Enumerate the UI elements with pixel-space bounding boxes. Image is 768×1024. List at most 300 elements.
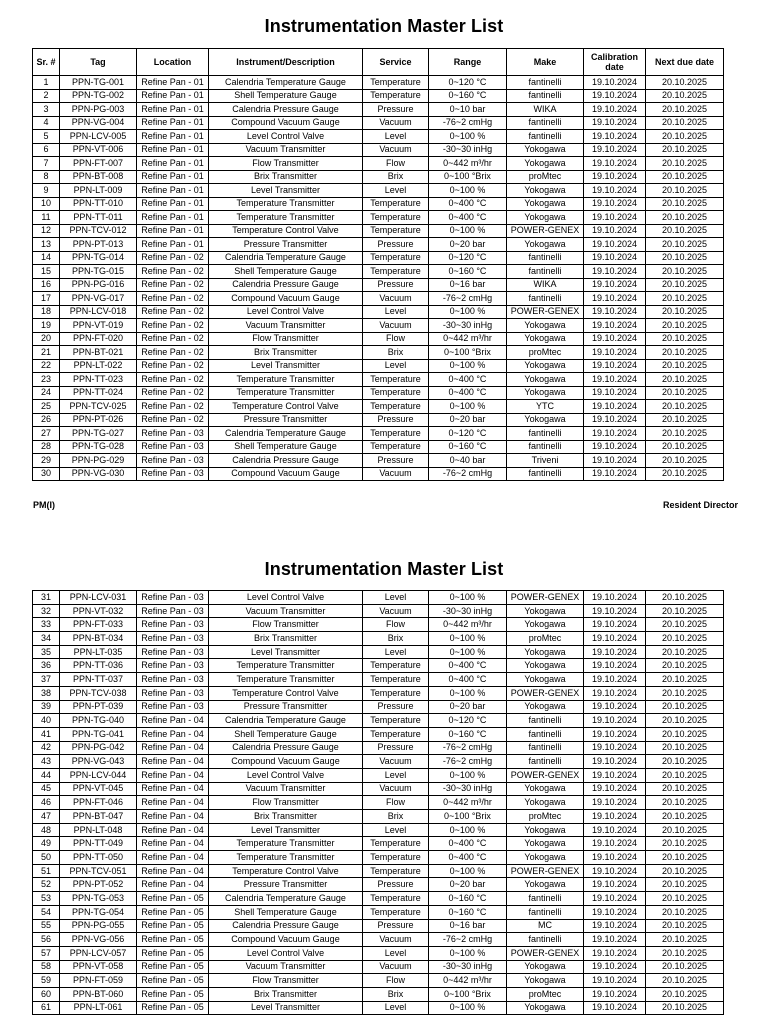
table-cell: 55	[33, 919, 60, 933]
table-cell: 0~442 m³/hr	[429, 157, 507, 171]
table-cell: PPN-LT-009	[60, 184, 137, 198]
table-row	[33, 768, 724, 782]
table-cell: 20.10.2025	[646, 292, 724, 306]
table-cell: 20.10.2025	[646, 373, 724, 387]
table-cell: 19.10.2024	[584, 386, 646, 400]
table-cell: 20.10.2025	[646, 591, 724, 605]
table-cell: Temperature Control Valve	[209, 686, 363, 700]
column-header: Calibration date	[584, 49, 646, 76]
table-cell: PPN-VG-056	[60, 933, 137, 947]
table-cell: Flow Transmitter	[209, 157, 363, 171]
table-cell: Yokogawa	[507, 359, 584, 373]
table-cell: 60	[33, 987, 60, 1001]
table-cell: 27	[33, 427, 60, 441]
table-cell: 48	[33, 823, 60, 837]
table-cell: 0~160 °C	[429, 727, 507, 741]
table-cell: 20.10.2025	[646, 810, 724, 824]
table-cell: Compound Vacuum Gauge	[209, 292, 363, 306]
table-cell: 19.10.2024	[584, 76, 646, 90]
table-row	[33, 686, 724, 700]
table-cell: PPN-LCV-005	[60, 130, 137, 144]
table-cell: fantinelli	[507, 440, 584, 454]
table-cell: 20.10.2025	[646, 864, 724, 878]
table-row	[33, 878, 724, 892]
table-cell: 0~20 bar	[429, 413, 507, 427]
table-cell: 0~100 %	[429, 768, 507, 782]
table-cell: Pressure	[363, 413, 429, 427]
table-cell: 19.10.2024	[584, 700, 646, 714]
table-cell: 0~100 %	[429, 632, 507, 646]
table-cell: 20.10.2025	[646, 211, 724, 225]
table-cell: 19.10.2024	[584, 796, 646, 810]
table-cell: PPN-LCV-057	[60, 946, 137, 960]
table-cell: Refine Pan - 02	[137, 292, 209, 306]
table-cell: -76~2 cmHg	[429, 292, 507, 306]
table-row	[33, 618, 724, 632]
table-row	[33, 933, 724, 947]
table-cell: 20.10.2025	[646, 673, 724, 687]
table-cell: Level	[363, 130, 429, 144]
table-cell: Yokogawa	[507, 974, 584, 988]
table-cell: 0~100 %	[429, 645, 507, 659]
table-cell: 20.10.2025	[646, 919, 724, 933]
table-cell: WIKA	[507, 103, 584, 117]
table-cell: 23	[33, 373, 60, 387]
table-cell: 19.10.2024	[584, 157, 646, 171]
table-cell: 18	[33, 305, 60, 319]
table-cell: 0~160 °C	[429, 440, 507, 454]
table-cell: 0~160 °C	[429, 892, 507, 906]
table-cell: Calendria Pressure Gauge	[209, 103, 363, 117]
table-cell: Refine Pan - 03	[137, 427, 209, 441]
table-cell: Refine Pan - 03	[137, 591, 209, 605]
table-cell: 20.10.2025	[646, 933, 724, 947]
table-cell: Refine Pan - 02	[137, 346, 209, 360]
table-cell: Refine Pan - 03	[137, 454, 209, 468]
table-cell: 30	[33, 467, 60, 481]
table-cell: PPN-PG-016	[60, 278, 137, 292]
table-cell: 20.10.2025	[646, 905, 724, 919]
table-cell: Refine Pan - 02	[137, 265, 209, 279]
table-cell: Refine Pan - 02	[137, 359, 209, 373]
table-cell: Level	[363, 591, 429, 605]
table-cell: 0~120 °C	[429, 251, 507, 265]
table-cell: proMtec	[507, 346, 584, 360]
table-cell: PPN-TT-036	[60, 659, 137, 673]
table-cell: Yokogawa	[507, 782, 584, 796]
table-cell: 0~400 °C	[429, 673, 507, 687]
table-cell: Level	[363, 645, 429, 659]
table-row	[33, 251, 724, 265]
table-cell: 25	[33, 400, 60, 414]
table-cell: 19.10.2024	[584, 373, 646, 387]
table-row	[33, 714, 724, 728]
table-cell: 28	[33, 440, 60, 454]
table-row	[33, 76, 724, 90]
column-header: Location	[137, 49, 209, 76]
table-cell: Vacuum Transmitter	[209, 604, 363, 618]
table-cell: 49	[33, 837, 60, 851]
table-cell: PPN-TG-041	[60, 727, 137, 741]
table-cell: Vacuum	[363, 933, 429, 947]
table-cell: Refine Pan - 05	[137, 919, 209, 933]
table-cell: 19.10.2024	[584, 224, 646, 238]
table-cell: fantinelli	[507, 76, 584, 90]
table-cell: Level	[363, 184, 429, 198]
table-cell: -30~30 inHg	[429, 319, 507, 333]
table-row	[33, 796, 724, 810]
table-cell: Refine Pan - 01	[137, 157, 209, 171]
table-row	[33, 130, 724, 144]
table-cell: PPN-TG-001	[60, 76, 137, 90]
table-cell: Brix	[363, 632, 429, 646]
table-cell: Yokogawa	[507, 645, 584, 659]
table-cell: PPN-PG-055	[60, 919, 137, 933]
table-cell: PPN-TT-050	[60, 851, 137, 865]
table-cell: PPN-VT-045	[60, 782, 137, 796]
table-cell: Vacuum Transmitter	[209, 143, 363, 157]
table-cell: 0~100 %	[429, 184, 507, 198]
table-row	[33, 265, 724, 279]
table-cell: -76~2 cmHg	[429, 741, 507, 755]
table-cell: 6	[33, 143, 60, 157]
table-cell: 57	[33, 946, 60, 960]
table-cell: 1	[33, 76, 60, 90]
table-cell: 50	[33, 851, 60, 865]
table-cell: 0~442 m³/hr	[429, 796, 507, 810]
table-row	[33, 946, 724, 960]
table-cell: Flow Transmitter	[209, 974, 363, 988]
table-cell: Vacuum	[363, 292, 429, 306]
table-cell: 20.10.2025	[646, 768, 724, 782]
table-cell: Yokogawa	[507, 319, 584, 333]
table-row	[33, 211, 724, 225]
table-cell: Temperature Control Valve	[209, 400, 363, 414]
table-cell: Level	[363, 768, 429, 782]
table-cell: Temperature	[363, 727, 429, 741]
table-cell: Yokogawa	[507, 618, 584, 632]
table-cell: 19.10.2024	[584, 618, 646, 632]
table-row	[33, 960, 724, 974]
table-cell: Temperature	[363, 251, 429, 265]
table-row	[33, 238, 724, 252]
table-cell: 40	[33, 714, 60, 728]
table-cell: Refine Pan - 05	[137, 960, 209, 974]
table-cell: 20.10.2025	[646, 618, 724, 632]
page-title: Instrumentation Master List	[264, 16, 504, 36]
table-cell: -30~30 inHg	[429, 143, 507, 157]
table-row	[33, 467, 724, 481]
table-cell: 19.10.2024	[584, 292, 646, 306]
table-row	[33, 974, 724, 988]
table-cell: 0~442 m³/hr	[429, 974, 507, 988]
table-cell: PPN-BT-060	[60, 987, 137, 1001]
table-cell: Triveni	[507, 454, 584, 468]
table-cell: Refine Pan - 02	[137, 319, 209, 333]
table-cell: Temperature	[363, 427, 429, 441]
table-cell: POWER-GENEX	[507, 305, 584, 319]
table-cell: Refine Pan - 03	[137, 659, 209, 673]
table-cell: 0~120 °C	[429, 427, 507, 441]
table-cell: fantinelli	[507, 933, 584, 947]
signature-label-right: Resident Director	[662, 500, 738, 510]
table-cell: 31	[33, 591, 60, 605]
table-cell: 19.10.2024	[584, 211, 646, 225]
table-cell: Pressure	[363, 700, 429, 714]
table-cell: 0~100 °Brix	[429, 346, 507, 360]
table-cell: 59	[33, 974, 60, 988]
table-cell: Calendria Pressure Gauge	[209, 278, 363, 292]
table-cell: 0~120 °C	[429, 76, 507, 90]
table-cell: 0~160 °C	[429, 905, 507, 919]
table-cell: 0~442 m³/hr	[429, 332, 507, 346]
table-cell: 0~400 °C	[429, 386, 507, 400]
table-cell: PPN-VG-043	[60, 755, 137, 769]
table-cell: Vacuum Transmitter	[209, 782, 363, 796]
table-cell: fantinelli	[507, 892, 584, 906]
table-cell: Yokogawa	[507, 184, 584, 198]
table-cell: Calendria Temperature Gauge	[209, 714, 363, 728]
table-cell: 19.10.2024	[584, 864, 646, 878]
table-cell: PPN-LCV-044	[60, 768, 137, 782]
table-cell: Refine Pan - 04	[137, 714, 209, 728]
instrument-table	[32, 48, 724, 481]
table-cell: -30~30 inHg	[429, 960, 507, 974]
table-cell: Compound Vacuum Gauge	[209, 116, 363, 130]
table-cell: 0~400 °C	[429, 373, 507, 387]
table-cell: 46	[33, 796, 60, 810]
table-row	[33, 400, 724, 414]
table-cell: 33	[33, 618, 60, 632]
table-cell: 29	[33, 454, 60, 468]
table-cell: Refine Pan - 01	[137, 76, 209, 90]
table-cell: Compound Vacuum Gauge	[209, 755, 363, 769]
table-cell: Refine Pan - 03	[137, 618, 209, 632]
table-cell: 20.10.2025	[646, 645, 724, 659]
table-cell: 58	[33, 960, 60, 974]
table-cell: 20.10.2025	[646, 974, 724, 988]
table-cell: 20.10.2025	[646, 454, 724, 468]
table-cell: PPN-LT-022	[60, 359, 137, 373]
table-cell: fantinelli	[507, 741, 584, 755]
table-cell: Flow	[363, 796, 429, 810]
table-cell: Refine Pan - 04	[137, 864, 209, 878]
table-cell: 4	[33, 116, 60, 130]
table-cell: 0~160 °C	[429, 89, 507, 103]
table-cell: Temperature	[363, 714, 429, 728]
table-cell: Temperature	[363, 686, 429, 700]
table-cell: Yokogawa	[507, 673, 584, 687]
table-cell: 20.10.2025	[646, 837, 724, 851]
table-cell: Temperature	[363, 265, 429, 279]
column-header: Service	[363, 49, 429, 76]
table-row	[33, 427, 724, 441]
table-cell: Shell Temperature Gauge	[209, 727, 363, 741]
table-cell: 19.10.2024	[584, 686, 646, 700]
table-cell: Level Control Valve	[209, 130, 363, 144]
table-cell: 19.10.2024	[584, 768, 646, 782]
table-cell: 19.10.2024	[584, 892, 646, 906]
table-cell: 19.10.2024	[584, 714, 646, 728]
table-cell: Refine Pan - 03	[137, 440, 209, 454]
table-cell: 0~20 bar	[429, 238, 507, 252]
table-cell: 19.10.2024	[584, 837, 646, 851]
table-cell: Flow	[363, 618, 429, 632]
table-cell: Shell Temperature Gauge	[209, 265, 363, 279]
table-cell: 20.10.2025	[646, 727, 724, 741]
table-cell: PPN-TCV-038	[60, 686, 137, 700]
table-cell: 19.10.2024	[584, 632, 646, 646]
table-row	[33, 332, 724, 346]
table-cell: 0~20 bar	[429, 878, 507, 892]
table-cell: Refine Pan - 02	[137, 373, 209, 387]
table-cell: PPN-FT-046	[60, 796, 137, 810]
table-cell: 52	[33, 878, 60, 892]
table-row	[33, 919, 724, 933]
table-cell: 19.10.2024	[584, 974, 646, 988]
table-cell: proMtec	[507, 810, 584, 824]
table-cell: 20.10.2025	[646, 89, 724, 103]
table-cell: Compound Vacuum Gauge	[209, 467, 363, 481]
table-cell: Temperature	[363, 400, 429, 414]
table-cell: 19.10.2024	[584, 170, 646, 184]
table-body	[33, 76, 724, 481]
table-cell: 20.10.2025	[646, 604, 724, 618]
table-cell: 20.10.2025	[646, 659, 724, 673]
table-cell: 19.10.2024	[584, 278, 646, 292]
table-cell: Temperature	[363, 673, 429, 687]
table-cell: 17	[33, 292, 60, 306]
table-cell: Temperature Transmitter	[209, 837, 363, 851]
table-cell: YTC	[507, 400, 584, 414]
table-cell: 20.10.2025	[646, 741, 724, 755]
table-cell: 20.10.2025	[646, 960, 724, 974]
table-cell: Refine Pan - 04	[137, 823, 209, 837]
table-cell: 0~120 °C	[429, 714, 507, 728]
table-cell: 7	[33, 157, 60, 171]
table-cell: 20.10.2025	[646, 170, 724, 184]
table-cell: -76~2 cmHg	[429, 467, 507, 481]
table-row	[33, 837, 724, 851]
table-cell: 2	[33, 89, 60, 103]
table-cell: 16	[33, 278, 60, 292]
table-cell: Temperature Control Valve	[209, 224, 363, 238]
table-cell: PPN-TT-023	[60, 373, 137, 387]
table-cell: Brix Transmitter	[209, 632, 363, 646]
table-cell: 35	[33, 645, 60, 659]
table-cell: 54	[33, 905, 60, 919]
table-cell: 19.10.2024	[584, 604, 646, 618]
table-cell: Refine Pan - 05	[137, 1001, 209, 1015]
table-cell: Temperature	[363, 76, 429, 90]
table-cell: PPN-PT-052	[60, 878, 137, 892]
table-cell: 20.10.2025	[646, 1001, 724, 1015]
table-cell: Yokogawa	[507, 373, 584, 387]
table-cell: Yokogawa	[507, 413, 584, 427]
table-cell: 44	[33, 768, 60, 782]
table-cell: 19.10.2024	[584, 400, 646, 414]
table-cell: Temperature Transmitter	[209, 659, 363, 673]
table-cell: Calendria Temperature Gauge	[209, 892, 363, 906]
table-cell: 20.10.2025	[646, 987, 724, 1001]
table-cell: Yokogawa	[507, 211, 584, 225]
table-cell: 20.10.2025	[646, 851, 724, 865]
table-cell: PPN-TG-027	[60, 427, 137, 441]
table-cell: Brix	[363, 810, 429, 824]
table-cell: PPN-TG-002	[60, 89, 137, 103]
table-cell: Refine Pan - 05	[137, 974, 209, 988]
table-cell: PPN-TCV-025	[60, 400, 137, 414]
table-cell: 22	[33, 359, 60, 373]
table-cell: Temperature	[363, 197, 429, 211]
table-cell: 51	[33, 864, 60, 878]
table-cell: 20.10.2025	[646, 157, 724, 171]
table-cell: Pressure Transmitter	[209, 878, 363, 892]
table-cell: 0~10 bar	[429, 103, 507, 117]
table-cell: Calendria Temperature Gauge	[209, 251, 363, 265]
table-cell: POWER-GENEX	[507, 686, 584, 700]
table-cell: Refine Pan - 03	[137, 604, 209, 618]
table-cell: -30~30 inHg	[429, 782, 507, 796]
table-cell: MC	[507, 919, 584, 933]
table-cell: Refine Pan - 04	[137, 810, 209, 824]
table-cell: Yokogawa	[507, 197, 584, 211]
table-cell: 36	[33, 659, 60, 673]
table-cell: POWER-GENEX	[507, 591, 584, 605]
table-cell: Pressure Transmitter	[209, 238, 363, 252]
table-cell: Refine Pan - 01	[137, 143, 209, 157]
table-cell: 20.10.2025	[646, 413, 724, 427]
table-cell: 0~100 %	[429, 591, 507, 605]
table-cell: 37	[33, 673, 60, 687]
table-cell: 24	[33, 386, 60, 400]
table-cell: 0~400 °C	[429, 211, 507, 225]
table-cell: Refine Pan - 03	[137, 467, 209, 481]
table-cell: 20.10.2025	[646, 278, 724, 292]
table-cell: Refine Pan - 01	[137, 238, 209, 252]
table-cell: 20.10.2025	[646, 878, 724, 892]
table-row	[33, 278, 724, 292]
table-cell: Vacuum	[363, 755, 429, 769]
table-cell: 20.10.2025	[646, 332, 724, 346]
table-cell: Temperature	[363, 837, 429, 851]
table-cell: fantinelli	[507, 251, 584, 265]
table-cell: Refine Pan - 01	[137, 211, 209, 225]
table-cell: 8	[33, 170, 60, 184]
table-cell: 20.10.2025	[646, 116, 724, 130]
table-row	[33, 319, 724, 333]
table-cell: PPN-PT-026	[60, 413, 137, 427]
table-cell: Yokogawa	[507, 238, 584, 252]
table-cell: Brix	[363, 987, 429, 1001]
table-cell: 0~400 °C	[429, 197, 507, 211]
table-row	[33, 157, 724, 171]
table-cell: Level	[363, 823, 429, 837]
table-cell: 20.10.2025	[646, 305, 724, 319]
table-cell: 0~100 %	[429, 864, 507, 878]
table-row	[33, 224, 724, 238]
table-cell: 0~100 %	[429, 359, 507, 373]
table-cell: 19.10.2024	[584, 782, 646, 796]
table-cell: 19.10.2024	[584, 727, 646, 741]
table-cell: Refine Pan - 01	[137, 116, 209, 130]
table-cell: Calendria Pressure Gauge	[209, 919, 363, 933]
table-cell: fantinelli	[507, 905, 584, 919]
instrument-table	[32, 590, 724, 1015]
table-cell: Yokogawa	[507, 659, 584, 673]
table-cell: 19.10.2024	[584, 960, 646, 974]
table-cell: Vacuum	[363, 143, 429, 157]
